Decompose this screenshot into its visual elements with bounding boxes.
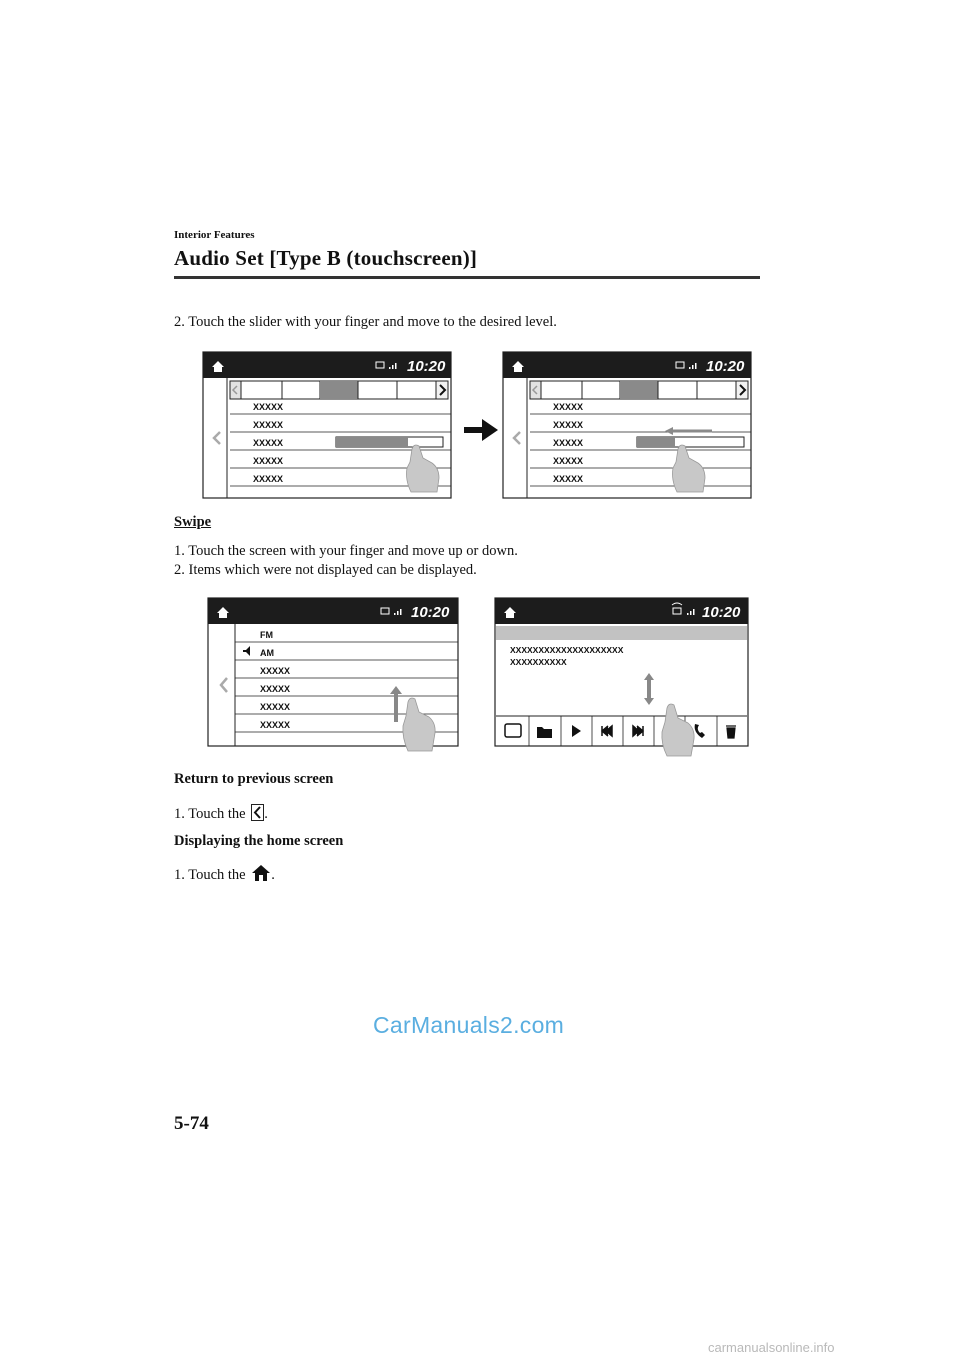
screen-media-swipe [495, 598, 748, 756]
page-number: 5-74 [174, 1113, 209, 1134]
screen-after-slide [503, 352, 751, 498]
slider-illustration [200, 350, 755, 502]
svg-text:XXXXX: XXXXX [553, 402, 584, 412]
home-icon [251, 864, 271, 882]
slider-fill [637, 437, 675, 447]
slider-step-text: 2. Touch the slider with your finger and move to the desired level. [174, 314, 557, 330]
arrow-right-icon [464, 419, 498, 441]
screen-list-swipe [208, 598, 458, 751]
svg-text:XXXXX: XXXXX [553, 420, 584, 430]
slider-fill [336, 437, 408, 447]
home-heading: Displaying the home screen [174, 833, 344, 849]
screen-before-slide [203, 352, 451, 498]
svg-text:XXXXX: XXXXX [260, 702, 291, 712]
svg-text:FM: FM [260, 630, 273, 640]
back-chevron-icon [251, 804, 264, 821]
svg-text:XXXXX: XXXXX [253, 438, 284, 448]
svg-text:XXXXX: XXXXX [253, 420, 284, 430]
svg-text:XXXXX: XXXXX [260, 684, 291, 694]
trash-icon [726, 726, 736, 738]
svg-text:XXXXX: XXXXX [253, 402, 284, 412]
title-rule [174, 276, 760, 279]
svg-text:10:20: 10:20 [411, 604, 450, 621]
svg-text:XXXXX: XXXXX [553, 474, 584, 484]
svg-text:XXXXX: XXXXX [253, 456, 284, 466]
svg-text:XXXXX: XXXXX [553, 438, 584, 448]
svg-text:10:20: 10:20 [407, 358, 446, 375]
return-step: 1. Touch the . [174, 806, 268, 822]
svg-text:XXXXX: XXXXX [553, 456, 584, 466]
page-title: Audio Set [Type B (touchscreen)] [174, 246, 478, 270]
svg-text:XXXXX: XXXXX [260, 666, 291, 676]
swipe-heading: Swipe [174, 514, 212, 530]
site-watermark: carmanualsonline.info [708, 1340, 835, 1355]
svg-text:XXXXXXXXXX: XXXXXXXXXX [510, 657, 567, 667]
svg-text:XXXXX: XXXXX [260, 720, 291, 730]
svg-text:XXXXXXXXXXXXXXXXXXXX: XXXXXXXXXXXXXXXXXXXX [510, 645, 624, 655]
swipe-step-1: 1. Touch the screen with your finger and move up or down. [174, 543, 518, 559]
section-label: Interior Features [174, 229, 255, 241]
home-step: 1. Touch the . [174, 864, 275, 884]
swipe-illustration [205, 596, 755, 758]
svg-text:XXXXX: XXXXX [253, 474, 284, 484]
svg-text:10:20: 10:20 [706, 358, 745, 375]
return-heading: Return to previous screen [174, 771, 334, 787]
swipe-step-2: 2. Items which were not displayed can be displayed. [174, 562, 477, 578]
watermark-text: CarManuals2.com [373, 1012, 565, 1038]
svg-text:10:20: 10:20 [702, 604, 741, 621]
svg-text:AM: AM [260, 648, 274, 658]
